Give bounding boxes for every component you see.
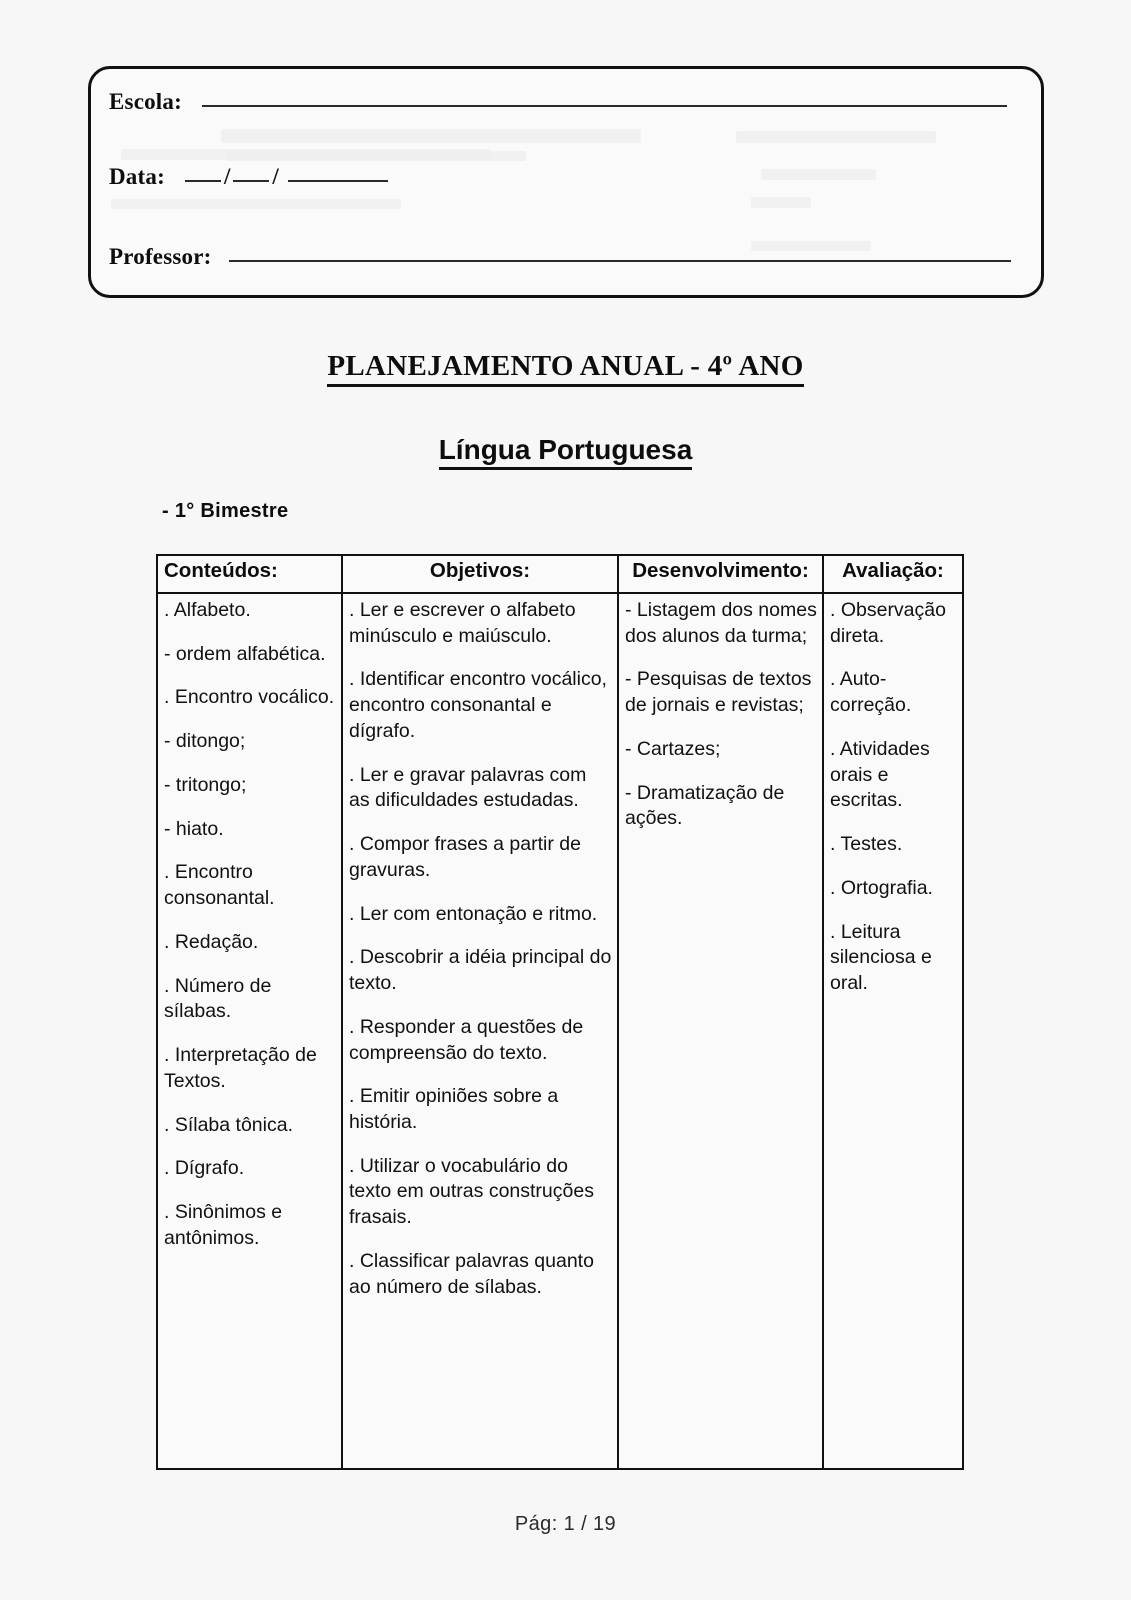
column-header-avaliacao: Avaliação: [823,555,963,593]
list-item: . Classificar palavras quanto ao número de sílabas. [349,1249,594,1298]
list-item: . Ler e gravar palavras com as dificuldades estudadas. [349,763,587,812]
list-item: . Sílaba tônica. [164,1113,293,1136]
list-item: . Interpretação de Textos. [164,1044,317,1092]
list-item: . Atividades orais e escritas. [830,737,930,812]
avaliacao-list [830,598,957,997]
column-header-desenvolvimento: Desenvolvimento: [618,555,823,593]
table-row [157,593,963,1469]
data-year-line[interactable] [288,179,388,182]
list-item: - ordem alfabética. [164,642,326,665]
scan-artifact [736,131,936,143]
data-slash-2: / [272,164,279,189]
cell-avaliacao [823,593,963,1469]
identification-box [88,66,1044,298]
list-item: - Pesquisas de textos de jornais e revistas; [625,668,812,717]
escola-input-line[interactable] [202,104,1007,107]
escola-label: Escola: [109,89,182,114]
list-item: - tritongo; [164,773,247,796]
period-label: - 1° Bimestre [162,500,289,522]
cell-desenvolvimento [618,593,823,1469]
list-item: . Auto-correção. [830,668,912,717]
list-item: . Observação direta. [830,599,946,647]
cell-objetivos [342,593,618,1469]
cell-conteudos [157,593,342,1469]
list-item: - Listagem dos nomes dos alunos da turma; [625,599,817,647]
scan-artifact [121,149,491,160]
list-item: - hiato. [164,817,224,840]
table-header-row [157,555,963,593]
list-item: . Identificar encontro vocálico, encontro consonantal e dígrafo. [349,668,607,742]
professor-input-line[interactable] [229,259,1011,262]
document-title-text: PLANEJAMENTO ANUAL - 4º ANO [327,350,803,387]
list-item: . Ler e escrever o alfabeto minúsculo e maiúsculo. [349,599,576,647]
document-title [0,350,1131,383]
scan-artifact [761,169,876,180]
professor-field[interactable] [109,244,1011,270]
scan-artifact [111,199,401,209]
data-month-line[interactable] [233,179,269,182]
scan-artifact [751,197,811,208]
list-item: . Sinônimos e antônimos. [164,1201,283,1249]
data-day-line[interactable] [185,179,221,182]
professor-label: Professor: [109,244,212,269]
list-item: . Encontro vocálico. [164,686,335,709]
list-item: . Número de sílabas. [164,974,272,1023]
list-item: - Cartazes; [625,737,721,760]
data-label: Data: [109,164,165,189]
list-item: . Alfabeto. [164,599,251,621]
planning-table [156,554,964,1470]
desenvolvimento-list [625,598,817,832]
list-item: . Ler com entonação e ritmo. [349,902,598,925]
list-item: . Encontro consonantal. [164,861,275,910]
list-item: . Leitura silenciosa e oral. [830,920,932,995]
page-number-footer: Pág: 1 / 19 [514,1513,617,1535]
data-slash-1: / [223,164,231,189]
subject-title [0,434,1131,466]
list-item: . Dígrafo. [164,1157,245,1180]
list-item: . Emitir opiniões sobre a história. [349,1085,559,1134]
scan-artifact [221,129,641,143]
list-item: - ditongo; [164,730,246,753]
subject-title-text: Língua Portuguesa [439,434,693,470]
conteudos-list [164,598,336,1251]
data-field[interactable] [109,164,388,190]
list-item: - Dramatização de ações. [625,781,785,830]
list-item: . Testes. [830,833,903,856]
list-item: . Redação. [164,930,259,953]
list-item: . Descobrir a idéia principal do texto. [349,946,612,995]
escola-field[interactable] [109,89,1007,115]
column-header-conteudos: Conteúdos: [157,555,342,593]
list-item: . Responder a questões de compreensão do texto. [349,1015,584,1064]
list-item: . Ortografia. [830,876,933,899]
list-item: . Compor frases a partir de gravuras. [349,833,581,881]
column-header-objetivos: Objetivos: [342,555,618,593]
list-item: . Utilizar o vocabulário do texto em outras construções frasais. [349,1154,594,1229]
objetivos-list [349,598,612,1300]
